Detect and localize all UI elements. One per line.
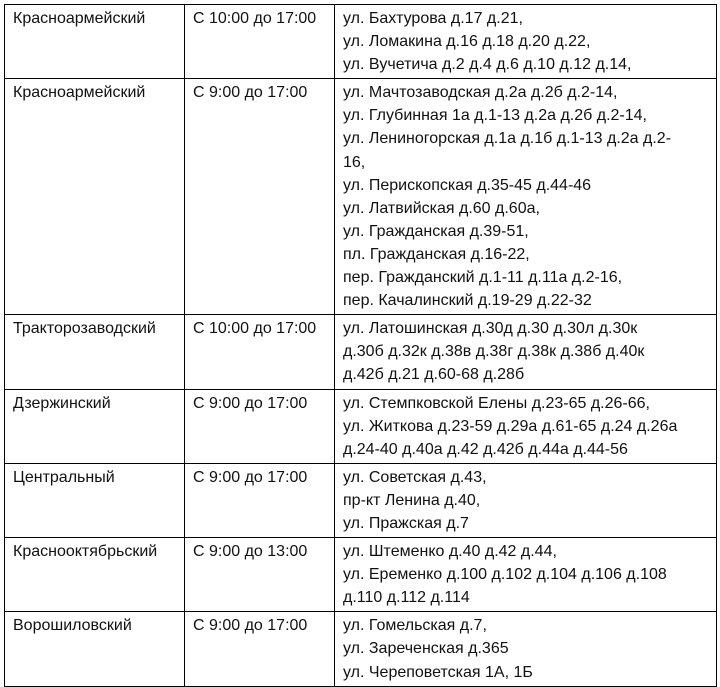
district-cell: Краснооктябрьский (5, 538, 185, 612)
time-cell: С 9:00 до 17:00 (185, 79, 335, 315)
schedule-table-body (5, 5, 717, 687)
address-line: д.110 д.112 д.114 (343, 589, 470, 607)
time-cell: С 9:00 до 17:00 (185, 463, 335, 537)
addresses-cell (335, 389, 717, 463)
address-line: пл. Гражданская д.16-22, (343, 245, 530, 263)
address-line: ул. Ломакина д.16 д.18 д.20 д.22, (343, 33, 591, 51)
address-line: ул. Вучетича д.2 д.4 д.6 д.10 д.12 д.14, (343, 56, 632, 74)
address-line: ул. Стемпковской Елены д.23-65 д.26-66, (343, 394, 650, 412)
district-cell: Тракторозаводский (5, 315, 185, 389)
district-cell: Центральный (5, 463, 185, 537)
district-cell: Дзержинский (5, 389, 185, 463)
table-row (5, 389, 717, 463)
district-cell: Ворошиловский (5, 612, 185, 686)
address-line: ул. Гражданская д.39-51, (343, 222, 529, 240)
address-line: д.30б д.32к д.38в д.38г д.38к д.38б д.40к (343, 343, 645, 361)
address-line: ул. Перископская д.35-45 д.44-46 (343, 176, 592, 194)
addresses-cell (335, 538, 717, 612)
schedule-table (4, 4, 717, 687)
table-row (5, 612, 717, 686)
addresses-cell (335, 463, 717, 537)
time-cell: С 10:00 до 17:00 (185, 315, 335, 389)
address-line: ул. Зареченская д.365 (343, 640, 509, 658)
district-cell: Красноармейский (5, 79, 185, 315)
address-line: ул. Пражская д.7 (343, 514, 469, 532)
address-line: ул. Бахтурова д.17 д.21, (343, 10, 523, 27)
time-cell: С 10:00 до 17:00 (185, 5, 335, 79)
address-line: ул. Лениногорская д.1а д.1б д.1-13 д.2а д.2- (343, 130, 672, 148)
table-row (5, 538, 717, 612)
address-line: ул. Еременко д.100 д.102 д.104 д.106 д.108 (343, 566, 667, 584)
address-line: ул. Гомельская д.7, (343, 617, 487, 635)
address-line: пер. Гражданский д.1-11 д.11а д.2-16, (343, 269, 623, 287)
address-line: пр-кт Ленина д.40, (343, 491, 481, 509)
addresses-cell (335, 79, 717, 315)
address-line: ул. Латвийская д.60 д.60а, (343, 199, 540, 217)
address-line: ул. Латошинская д.30д д.30 д.30л д.30к (343, 320, 638, 338)
time-cell: С 9:00 до 17:00 (185, 612, 335, 686)
address-line: ул. Житкова д.23-59 д.29а д.61-65 д.24 д.26а (343, 417, 678, 435)
address-line: ул. Мачтозаводская д.2а д.2б д.2-14, (343, 84, 618, 102)
address-line: д.42б д.21 д.60-68 д.28б (343, 366, 525, 384)
addresses-cell (335, 612, 717, 686)
address-line: ул. Советская д.43, (343, 468, 487, 486)
address-line: ул. Глубинная 1а д.1-13 д.2а д.2б д.2-14, (343, 107, 647, 125)
table-row (5, 5, 717, 79)
addresses-cell (335, 315, 717, 389)
address-line: 16, (343, 153, 366, 171)
time-cell: С 9:00 до 13:00 (185, 538, 335, 612)
address-line: ул. Череповетская 1А, 1Б (343, 663, 533, 681)
addresses-cell (335, 5, 717, 79)
table-row (5, 79, 717, 315)
address-line: ул. Штеменко д.40 д.42 д.44, (343, 543, 557, 561)
table-row (5, 315, 717, 389)
address-line: д.24-40 д.40а д.42 д.42б д.44а д.44-56 (343, 440, 628, 458)
time-cell: С 9:00 до 17:00 (185, 389, 335, 463)
table-row (5, 463, 717, 537)
address-line: пер. Качалинский д.19-29 д.22-32 (343, 292, 592, 310)
district-cell: Красноармейский (5, 5, 185, 79)
